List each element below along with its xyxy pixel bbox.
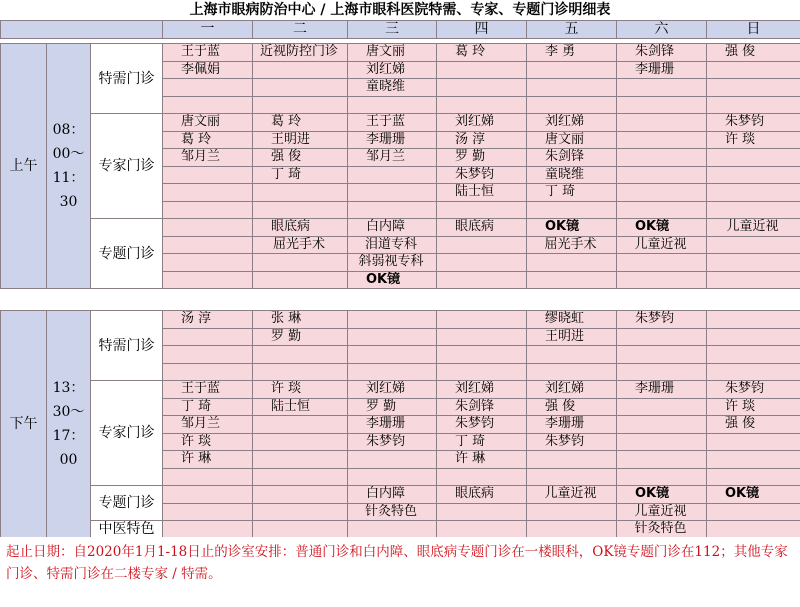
schedule-cell: 邹月兰 — [163, 149, 253, 167]
schedule-cell — [163, 521, 253, 539]
schedule-cell — [163, 219, 253, 237]
schedule-cell: OK镜 — [348, 271, 437, 289]
schedule-cell: 李珊珊 — [617, 381, 707, 399]
schedule-cell: 针灸特色 — [617, 521, 707, 539]
schedule-note: 起止日期：自2020年1月1-18日止的诊室安排：普通门诊和白内障、眼底病专题门诊在一楼眼科，OK镜专题门诊在112；其他专家门诊、特需门诊在二楼专家 / 特需。 — [0, 537, 800, 607]
schedule-cell — [527, 346, 617, 364]
schedule-cell: 许 琳 — [163, 451, 253, 469]
schedule-cell — [617, 451, 707, 469]
clinic-category: 特需门诊 — [91, 44, 163, 114]
schedule-cell: OK镜 — [617, 219, 707, 237]
schedule-cell — [707, 468, 800, 486]
schedule-row — [1, 311, 800, 329]
schedule-cell: 葛 玲 — [253, 114, 348, 132]
schedule-cell — [707, 363, 800, 381]
schedule-cell: 朱梦钧 — [437, 416, 527, 434]
schedule-cell: 眼底病 — [437, 219, 527, 237]
schedule-cell: 朱梦钧 — [707, 381, 800, 399]
schedule-cell — [163, 201, 253, 219]
schedule-cell — [707, 96, 800, 114]
schedule-cell — [437, 271, 527, 289]
schedule-cell — [348, 96, 437, 114]
schedule-cell: 唐文丽 — [163, 114, 253, 132]
schedule-cell: 葛 玲 — [437, 44, 527, 62]
schedule-cell: 唐文丽 — [527, 131, 617, 149]
day-header-2: 二 — [253, 21, 348, 39]
schedule-cell: 刘红娣 — [348, 381, 437, 399]
schedule-cell: 童晓维 — [348, 79, 437, 97]
schedule-cell — [253, 271, 348, 289]
schedule-cell — [527, 96, 617, 114]
schedule-cell — [437, 503, 527, 521]
schedule-cell: 陆士恒 — [253, 398, 348, 416]
period-time: 08：00～11：30 — [47, 44, 91, 289]
schedule-cell — [527, 363, 617, 381]
schedule-cell — [253, 433, 348, 451]
schedule-cell — [163, 184, 253, 202]
schedule-cell — [163, 328, 253, 346]
period-label: 上午 — [1, 44, 47, 289]
schedule-cell — [617, 184, 707, 202]
schedule-cell — [527, 79, 617, 97]
schedule-cell — [617, 254, 707, 272]
schedule-cell — [437, 96, 527, 114]
schedule-cell — [437, 468, 527, 486]
schedule-cell — [707, 271, 800, 289]
schedule-cell: 许 琳 — [437, 451, 527, 469]
schedule-cell: 王于蓝 — [348, 114, 437, 132]
schedule-cell: 刘红娣 — [437, 114, 527, 132]
schedule-cell — [617, 201, 707, 219]
schedule-cell — [253, 503, 348, 521]
schedule-cell: 刘红娣 — [527, 381, 617, 399]
schedule-cell — [617, 398, 707, 416]
schedule-cell — [617, 96, 707, 114]
schedule-cell: 朱剑锋 — [437, 398, 527, 416]
schedule-cell — [437, 79, 527, 97]
schedule-cell — [253, 451, 348, 469]
schedule-cell: 童晓维 — [527, 166, 617, 184]
schedule-cell: 近视防控门诊 — [253, 44, 348, 62]
schedule-cell: 丁 琦 — [527, 184, 617, 202]
schedule-cell: 李珊珊 — [527, 416, 617, 434]
schedule-cell — [253, 184, 348, 202]
schedule-cell: 许 琰 — [707, 131, 800, 149]
schedule-cell — [617, 363, 707, 381]
schedule-row — [1, 381, 800, 399]
schedule-cell: 张 琳 — [253, 311, 348, 329]
schedule-cell — [617, 416, 707, 434]
clinic-category: 特需门诊 — [91, 311, 163, 381]
schedule-cell: 王明进 — [527, 328, 617, 346]
schedule-cell — [707, 311, 800, 329]
schedule-cell: 葛 玲 — [163, 131, 253, 149]
schedule-cell — [527, 468, 617, 486]
schedule-cell — [348, 451, 437, 469]
schedule-cell: 屈光手术 — [253, 236, 348, 254]
schedule-cell: 强 俊 — [527, 398, 617, 416]
schedule-cell: 许 琰 — [707, 398, 800, 416]
schedule-cell — [617, 114, 707, 132]
schedule-cell — [617, 79, 707, 97]
schedule-cell — [527, 503, 617, 521]
schedule-cell: 强 俊 — [707, 416, 800, 434]
schedule-cell: 王于蓝 — [163, 381, 253, 399]
schedule-cell — [527, 521, 617, 539]
schedule-cell — [163, 503, 253, 521]
schedule-cell — [527, 271, 617, 289]
schedule-cell — [253, 96, 348, 114]
afternoon-table — [0, 310, 800, 539]
schedule-cell: 邹月兰 — [163, 416, 253, 434]
schedule-cell — [707, 451, 800, 469]
schedule-cell: OK镜 — [527, 219, 617, 237]
schedule-cell: 朱剑锋 — [527, 149, 617, 167]
schedule-cell: 汤 淳 — [163, 311, 253, 329]
schedule-cell: OK镜 — [707, 486, 800, 504]
schedule-cell: 陆士恒 — [437, 184, 527, 202]
clinic-category: 中医特色 — [91, 521, 163, 539]
schedule-cell: 朱梦钧 — [617, 311, 707, 329]
schedule-cell — [348, 166, 437, 184]
schedule-cell — [527, 254, 617, 272]
schedule-cell: 朱剑锋 — [617, 44, 707, 62]
schedule-cell — [437, 363, 527, 381]
schedule-cell: 丁 琦 — [437, 433, 527, 451]
schedule-cell — [163, 271, 253, 289]
schedule-cell — [617, 346, 707, 364]
schedule-cell: 李佩娟 — [163, 61, 253, 79]
schedule-cell — [437, 521, 527, 539]
schedule-cell: 眼底病 — [253, 219, 348, 237]
schedule-cell — [437, 236, 527, 254]
day-header-3: 三 — [348, 21, 437, 39]
clinic-category: 专题门诊 — [91, 219, 163, 289]
period-time: 13：30～17：00 — [47, 311, 91, 539]
schedule-cell: 强 俊 — [253, 149, 348, 167]
schedule-cell — [163, 254, 253, 272]
schedule-cell — [253, 346, 348, 364]
schedule-cell — [253, 486, 348, 504]
schedule-cell — [707, 79, 800, 97]
day-header-table — [0, 20, 800, 39]
schedule-cell — [617, 468, 707, 486]
schedule-cell: 儿童近视 — [707, 219, 800, 237]
schedule-cell — [348, 346, 437, 364]
schedule-cell — [253, 254, 348, 272]
schedule-cell — [253, 521, 348, 539]
schedule-cell: 儿童近视 — [617, 503, 707, 521]
schedule-cell — [707, 503, 800, 521]
schedule-cell — [617, 271, 707, 289]
schedule-cell: 唐文丽 — [348, 44, 437, 62]
schedule-cell — [707, 184, 800, 202]
schedule-cell: 丁 琦 — [253, 166, 348, 184]
schedule-cell — [348, 201, 437, 219]
clinic-category: 专家门诊 — [91, 381, 163, 486]
schedule-cell — [253, 201, 348, 219]
schedule-cell — [707, 433, 800, 451]
schedule-cell — [707, 61, 800, 79]
schedule-row — [1, 486, 800, 504]
schedule-cell: 李 勇 — [527, 44, 617, 62]
schedule-cell: 邹月兰 — [348, 149, 437, 167]
schedule-cell — [348, 311, 437, 329]
schedule-cell — [437, 311, 527, 329]
schedule-cell — [707, 346, 800, 364]
schedule-cell: 泪道专科 — [348, 236, 437, 254]
schedule-cell — [707, 166, 800, 184]
schedule-cell — [707, 521, 800, 539]
schedule-cell — [253, 61, 348, 79]
clinic-category: 专家门诊 — [91, 114, 163, 219]
schedule-cell — [527, 451, 617, 469]
schedule-cell — [527, 201, 617, 219]
schedule-cell — [163, 236, 253, 254]
schedule-cell — [253, 468, 348, 486]
schedule-cell — [437, 254, 527, 272]
day-header-7: 日 — [707, 21, 800, 39]
schedule-row — [1, 219, 800, 237]
schedule-cell — [163, 363, 253, 381]
schedule-cell: 李珊珊 — [617, 61, 707, 79]
schedule-cell: 儿童近视 — [527, 486, 617, 504]
schedule-cell — [163, 486, 253, 504]
schedule-cell: 眼底病 — [437, 486, 527, 504]
day-header-6: 六 — [617, 21, 707, 39]
schedule-cell — [617, 131, 707, 149]
schedule-row — [1, 114, 800, 132]
schedule-cell: 罗 勤 — [348, 398, 437, 416]
schedule-row — [1, 44, 800, 62]
schedule-cell — [348, 184, 437, 202]
schedule-cell — [163, 468, 253, 486]
schedule-cell — [163, 79, 253, 97]
schedule-cell: 白内障 — [348, 486, 437, 504]
schedule-cell: 朱梦钧 — [348, 433, 437, 451]
schedule-cell — [163, 96, 253, 114]
schedule-cell: 刘红娣 — [527, 114, 617, 132]
schedule-cell — [707, 328, 800, 346]
schedule-cell: OK镜 — [617, 486, 707, 504]
schedule-cell — [348, 521, 437, 539]
table-title: 上海市眼病防治中心 / 上海市眼科医院特需、专家、专题门诊明细表 — [189, 2, 611, 18]
schedule-cell — [253, 363, 348, 381]
schedule-cell — [527, 61, 617, 79]
schedule-cell: 汤 淳 — [437, 131, 527, 149]
schedule-cell — [707, 149, 800, 167]
schedule-cell: 刘红娣 — [437, 381, 527, 399]
schedule-cell: 许 琰 — [253, 381, 348, 399]
schedule-cell — [163, 346, 253, 364]
period-label: 下午 — [1, 311, 47, 539]
corner-cell — [1, 21, 163, 39]
schedule-cell: 李珊珊 — [348, 416, 437, 434]
day-header-row — [1, 21, 800, 39]
schedule-cell: 王明进 — [253, 131, 348, 149]
schedule-cell: 李珊珊 — [348, 131, 437, 149]
schedule-cell — [348, 468, 437, 486]
schedule-cell: 强 俊 — [707, 44, 800, 62]
schedule-cell — [253, 416, 348, 434]
schedule-cell — [253, 79, 348, 97]
schedule-cell: 罗 勤 — [437, 149, 527, 167]
day-header-4: 四 — [437, 21, 527, 39]
schedule-cell: 丁 琦 — [163, 398, 253, 416]
schedule-cell: 许 琰 — [163, 433, 253, 451]
day-header-5: 五 — [527, 21, 617, 39]
clinic-category: 专题门诊 — [91, 486, 163, 521]
schedule-cell — [437, 346, 527, 364]
schedule-cell: 针灸特色 — [348, 503, 437, 521]
day-header-1: 一 — [163, 21, 253, 39]
schedule-cell — [437, 61, 527, 79]
schedule-cell: 儿童近视 — [617, 236, 707, 254]
schedule-cell — [707, 236, 800, 254]
schedule-cell: 朱梦钧 — [707, 114, 800, 132]
schedule-row — [1, 521, 800, 539]
schedule-cell: 王于蓝 — [163, 44, 253, 62]
schedule-cell — [437, 201, 527, 219]
schedule-cell — [707, 254, 800, 272]
schedule-cell: 斜弱视专科 — [348, 254, 437, 272]
schedule-cell: 屈光手术 — [527, 236, 617, 254]
schedule-cell: 刘红娣 — [348, 61, 437, 79]
schedule-cell — [617, 166, 707, 184]
schedule-cell — [348, 363, 437, 381]
schedule-cell — [617, 328, 707, 346]
schedule-cell: 朱梦钧 — [527, 433, 617, 451]
schedule-cell — [707, 201, 800, 219]
schedule-cell: 缪晓虹 — [527, 311, 617, 329]
schedule-cell: 朱梦钧 — [437, 166, 527, 184]
morning-table — [0, 43, 800, 289]
schedule-cell — [163, 166, 253, 184]
schedule-cell — [617, 433, 707, 451]
schedule-cell — [437, 328, 527, 346]
schedule-cell — [348, 328, 437, 346]
schedule-cell: 白内障 — [348, 219, 437, 237]
schedule-cell — [617, 149, 707, 167]
schedule-cell: 罗 勤 — [253, 328, 348, 346]
